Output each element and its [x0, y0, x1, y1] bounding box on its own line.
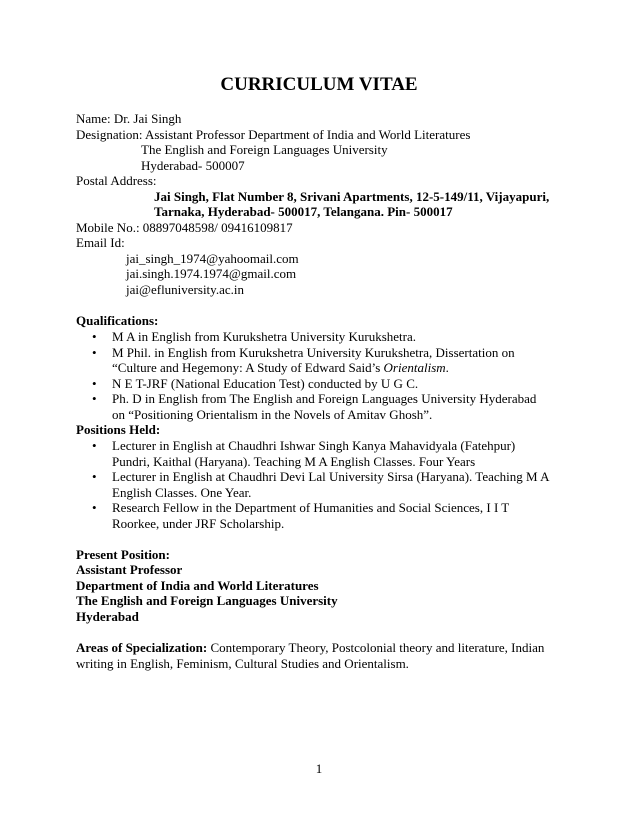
present-position-heading: Present Position:	[76, 547, 170, 562]
designation-university: The English and Foreign Languages University	[141, 142, 388, 157]
qualifications-heading: Qualifications:	[76, 313, 159, 328]
page-title: CURRICULUM VITAE	[220, 74, 418, 95]
areas-heading: Areas of Specialization:	[76, 640, 208, 655]
mobile-line: Mobile No.: 08897048598/ 09416109817	[76, 220, 293, 235]
page-number: 1	[315, 761, 323, 776]
positions-heading: Positions Held:	[76, 422, 161, 437]
name-line: Name: Dr. Jai Singh	[76, 111, 182, 126]
positions-list	[76, 438, 552, 532]
postal-label: Postal Address:	[76, 173, 157, 188]
list-item-text: .	[445, 360, 449, 376]
designation-line: Designation: Assistant Professor Department of India and World Literatures	[76, 127, 471, 142]
list-item: • Ph. D in English from The English and Foreign Languages University Hyderabad on “Positioning Orientalism in the Novels of Amitav Ghosh”.	[76, 391, 552, 422]
postal-address-line2: Tarnaka, Hyderabad- 500017, Telangana. Pin- 500017	[154, 204, 453, 219]
list-item	[76, 345, 552, 376]
areas-text: Contemporary Theory, Postcolonial theory and literature, Indian writing in English, Feminism, Cultural Studies and Orientalism.	[76, 640, 545, 671]
present-position-line: Hyderabad	[76, 609, 139, 624]
list-item: • Lecturer in English at Chaudhri Devi Lal University Sirsa (Haryana). Teaching M A English Classes. One Year.	[76, 469, 552, 500]
list-item-text: M Phil. in English from Kurukshetra University Kurukshetra, Dissertation on “Culture and Hegemony: A Study of Edward Said’s	[112, 344, 515, 376]
postal-address-line1: Jai Singh, Flat Number 8, Srivani Apartments, 12-5-149/11, Vijayapuri,	[154, 189, 550, 204]
areas-paragraph	[76, 640, 556, 671]
list-item: • N E T-JRF (National Education Test) conducted by U G C.	[76, 376, 552, 392]
email-address[interactable]: jai_singh_1974@yahoomail.com	[126, 251, 299, 266]
designation-city: Hyderabad- 500007	[141, 158, 245, 173]
email-label: Email Id:	[76, 235, 125, 250]
qualifications-list	[76, 329, 552, 423]
list-item: • Lecturer in English at Chaudhri Ishwar Singh Kanya Mahavidyala (Fatehpur) Pundri, Kaithal (Haryana). Teaching M A English Classes. Four Years	[76, 438, 552, 469]
list-item: • M A in English from Kurukshetra University Kurukshetra.	[76, 329, 552, 345]
present-position-line: Department of India and World Literatures	[76, 578, 319, 593]
email-address[interactable]: jai.singh.1974.1974@gmail.com	[126, 266, 297, 281]
present-position-line: Assistant Professor	[76, 562, 183, 577]
email-address[interactable]: jai@efluniversity.ac.in	[126, 282, 244, 297]
list-item: • Research Fellow in the Department of Humanities and Social Sciences, I I T Roorkee, under JRF Scholarship.	[76, 500, 552, 531]
list-item-italic: Orientalism	[383, 360, 446, 376]
present-position-line: The English and Foreign Languages University	[76, 593, 338, 608]
